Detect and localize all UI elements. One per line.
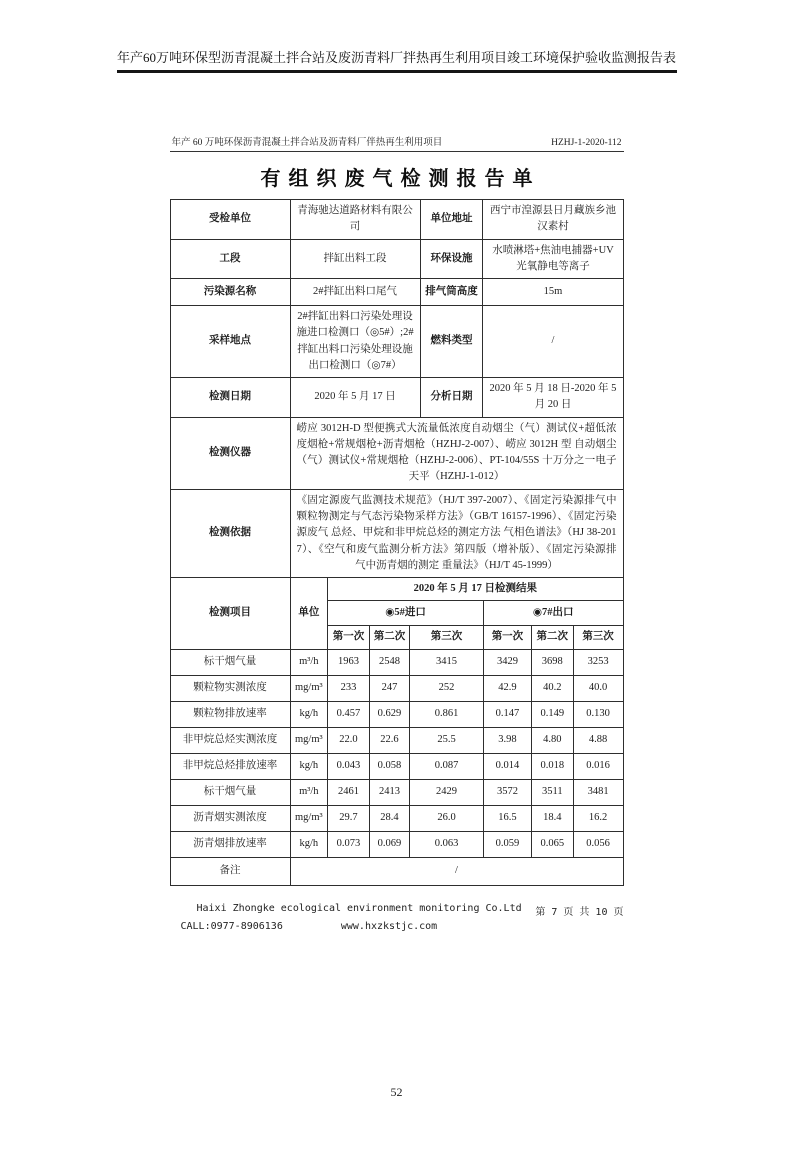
result-row — [170, 831, 623, 857]
result-value: 0.063 — [410, 831, 484, 857]
table-row — [170, 200, 623, 240]
trial-header: 第三次 — [573, 626, 623, 649]
result-row — [170, 753, 623, 779]
trial-header: 第二次 — [531, 626, 573, 649]
remark-value: / — [290, 857, 623, 885]
stack-height-value: 15m — [483, 279, 623, 306]
trial-header: 第二次 — [369, 626, 409, 649]
result-row — [170, 779, 623, 805]
table-row — [170, 239, 623, 279]
result-value: 0.457 — [328, 701, 370, 727]
page-info: 第 7 页 共 10 页 — [535, 906, 624, 918]
result-value: 0.058 — [369, 753, 409, 779]
result-value: 42.9 — [483, 675, 531, 701]
result-unit: kg/h — [290, 831, 328, 857]
result-value: 0.087 — [410, 753, 484, 779]
section-value: 拌缸出料工段 — [290, 239, 420, 279]
result-value: 29.7 — [328, 805, 370, 831]
stack-height-label: 排气筒高度 — [420, 279, 483, 306]
result-value: 16.5 — [483, 805, 531, 831]
result-value: 22.0 — [328, 727, 370, 753]
page-number: 52 — [390, 1085, 403, 1099]
sampling-site-label: 采样地点 — [170, 306, 290, 378]
unit-column-header: 单位 — [290, 578, 328, 650]
pollution-source-label: 污染源名称 — [170, 279, 290, 306]
report-code: HZHJ-1-2020-112 — [551, 138, 622, 148]
result-value: 3572 — [483, 779, 531, 805]
table-row — [170, 578, 623, 601]
result-row — [170, 649, 623, 675]
result-row — [170, 727, 623, 753]
document-outer-header: 年产60万吨环保型沥青混凝土拌合站及废沥青料厂拌热再生利用项目竣工环境保护验收监测报告表 — [117, 47, 677, 73]
result-value: 3253 — [573, 649, 623, 675]
table-row — [170, 489, 623, 577]
item-column-header: 检测项目 — [170, 578, 290, 650]
sampling-site-value: 2#拌缸出料口污染处理设施进口检测口（◎5#）;2#拌缸出料口污染处理设施出口检测口（◎7#） — [290, 306, 420, 378]
result-value: 25.5 — [410, 727, 484, 753]
footer-line-1 — [170, 903, 624, 918]
result-value: 0.043 — [328, 753, 370, 779]
env-facility-value: 水喷淋塔+焦油电捕器+UV 光氧静电等离子 — [483, 239, 623, 279]
result-unit: mg/m³ — [290, 727, 328, 753]
analysis-date-label: 分析日期 — [420, 378, 483, 418]
result-value: 0.130 — [573, 701, 623, 727]
result-value: 0.861 — [410, 701, 484, 727]
result-value: 2413 — [369, 779, 409, 805]
section-label: 工段 — [170, 239, 290, 279]
result-value: 4.80 — [531, 727, 573, 753]
result-value: 18.4 — [531, 805, 573, 831]
result-value: 2461 — [328, 779, 370, 805]
result-date-header: 2020 年 5 月 17 日检测结果 — [328, 578, 623, 601]
result-row — [170, 701, 623, 727]
address-value: 西宁市湟源县日月藏族乡池汉素村 — [483, 200, 623, 240]
footer-line-2 — [170, 921, 624, 932]
report-title: 有组织废气检测报告单 — [260, 168, 541, 190]
result-row — [170, 675, 623, 701]
result-item-label: 非甲烷总烃排放速率 — [170, 753, 290, 779]
result-value: 3415 — [410, 649, 484, 675]
result-unit: m³/h — [290, 649, 328, 675]
result-value: 0.147 — [483, 701, 531, 727]
result-value: 252 — [410, 675, 484, 701]
result-unit: m³/h — [290, 779, 328, 805]
test-date-value: 2020 年 5 月 17 日 — [290, 378, 420, 418]
result-value: 0.016 — [573, 753, 623, 779]
instrument-label: 检测仪器 — [170, 417, 290, 489]
website-url: www.hxzkstjc.com — [340, 920, 438, 932]
result-value: 0.069 — [369, 831, 409, 857]
trial-header: 第三次 — [410, 626, 484, 649]
result-item-label: 沥青烟实测浓度 — [170, 805, 290, 831]
result-value: 3698 — [531, 649, 573, 675]
result-value: 3.98 — [483, 727, 531, 753]
remark-label: 备注 — [170, 857, 290, 885]
result-item-label: 沥青烟排放速率 — [170, 831, 290, 857]
result-unit: mg/m³ — [290, 675, 328, 701]
address-label: 单位地址 — [420, 200, 483, 240]
company-label: 受检单位 — [170, 200, 290, 240]
result-item-label: 颗粒物排放速率 — [170, 701, 290, 727]
trial-header: 第一次 — [483, 626, 531, 649]
result-value: 40.0 — [573, 675, 623, 701]
result-value: 3511 — [531, 779, 573, 805]
result-value: 1963 — [328, 649, 370, 675]
result-item-label: 标干烟气量 — [170, 779, 290, 805]
result-value: 0.018 — [531, 753, 573, 779]
result-value: 0.056 — [573, 831, 623, 857]
pollution-source-value: 2#拌缸出料口尾气 — [290, 279, 420, 306]
result-value: 0.149 — [531, 701, 573, 727]
result-value: 0.073 — [328, 831, 370, 857]
report-info-table — [170, 199, 624, 578]
table-row — [170, 279, 623, 306]
basis-label: 检测依据 — [170, 489, 290, 577]
result-value: 40.2 — [531, 675, 573, 701]
result-item-label: 颗粒物实测浓度 — [170, 675, 290, 701]
fuel-type-label: 燃料类型 — [420, 306, 483, 378]
instrument-value: 崂应 3012H-D 型便携式大流量低浓度自动烟尘（气）测试仪+超低浓度烟枪+常规烟枪+沥青烟枪（HZHJ-2-007）、崂应 3012H 型 自动烟尘（气）测试仪+常规烟枪（HZHJ-2-006）、PT-104/55S 十万分之一电子天平（HZHJ-1-012） — [290, 417, 623, 489]
result-value: 0.014 — [483, 753, 531, 779]
table-row — [170, 306, 623, 378]
sheet-header — [170, 134, 624, 152]
table-row — [170, 378, 623, 418]
result-unit: mg/m³ — [290, 805, 328, 831]
test-date-label: 检测日期 — [170, 378, 290, 418]
table-row — [170, 857, 623, 885]
result-value: 233 — [328, 675, 370, 701]
result-value: 26.0 — [410, 805, 484, 831]
result-value: 4.88 — [573, 727, 623, 753]
monitoring-company-name: Haixi Zhongke ecological environment monitoring Co.Ltd — [196, 902, 522, 914]
result-unit: kg/h — [290, 701, 328, 727]
report-sheet — [170, 134, 624, 932]
results-table — [170, 577, 624, 886]
env-facility-label: 环保设施 — [420, 239, 483, 279]
result-row — [170, 805, 623, 831]
fuel-type-value: / — [483, 306, 623, 378]
result-value: 3481 — [573, 779, 623, 805]
outlet-group-header: ◉7#出口 — [483, 601, 623, 626]
result-item-label: 标干烟气量 — [170, 649, 290, 675]
result-value: 247 — [369, 675, 409, 701]
company-value: 青海驰达道路材料有限公司 — [290, 200, 420, 240]
trial-header: 第一次 — [328, 626, 370, 649]
result-item-label: 非甲烷总烃实测浓度 — [170, 727, 290, 753]
basis-value: 《固定源废气监测技术规范》（HJ/T 397-2007）、《固定污染源排气中颗粒物测定与气态污染物采样方法》（GB/T 16157-1996）、《固定污染源废气 总烃、甲烷和非甲烷总烃的测定方法 气相色谱法》（HJ 38-2017）、《空气和废气监测分析方法》第四版（增补版）、《固定污染源排气中沥青烟的测定 重量法》（HJ/T 45-1999） — [290, 489, 623, 577]
project-name: 年产 60 万吨环保沥青混凝土拌合站及沥青料厂伴热再生利用项目 — [171, 138, 443, 148]
result-value: 22.6 — [369, 727, 409, 753]
result-value: 16.2 — [573, 805, 623, 831]
result-value: 3429 — [483, 649, 531, 675]
analysis-date-value: 2020 年 5 月 18 日-2020 年 5 月 20 日 — [483, 378, 623, 418]
inlet-group-header: ◉5#进口 — [328, 601, 484, 626]
results-body — [170, 578, 623, 858]
result-value: 0.629 — [369, 701, 409, 727]
table-row — [170, 417, 623, 489]
result-value: 28.4 — [369, 805, 409, 831]
result-value: 2429 — [410, 779, 484, 805]
result-value: 2548 — [369, 649, 409, 675]
result-value: 0.065 — [531, 831, 573, 857]
phone-number: CALL:0977-8906136 — [180, 920, 283, 932]
result-value: 0.059 — [483, 831, 531, 857]
result-unit: kg/h — [290, 753, 328, 779]
sheet-footer — [170, 903, 624, 932]
